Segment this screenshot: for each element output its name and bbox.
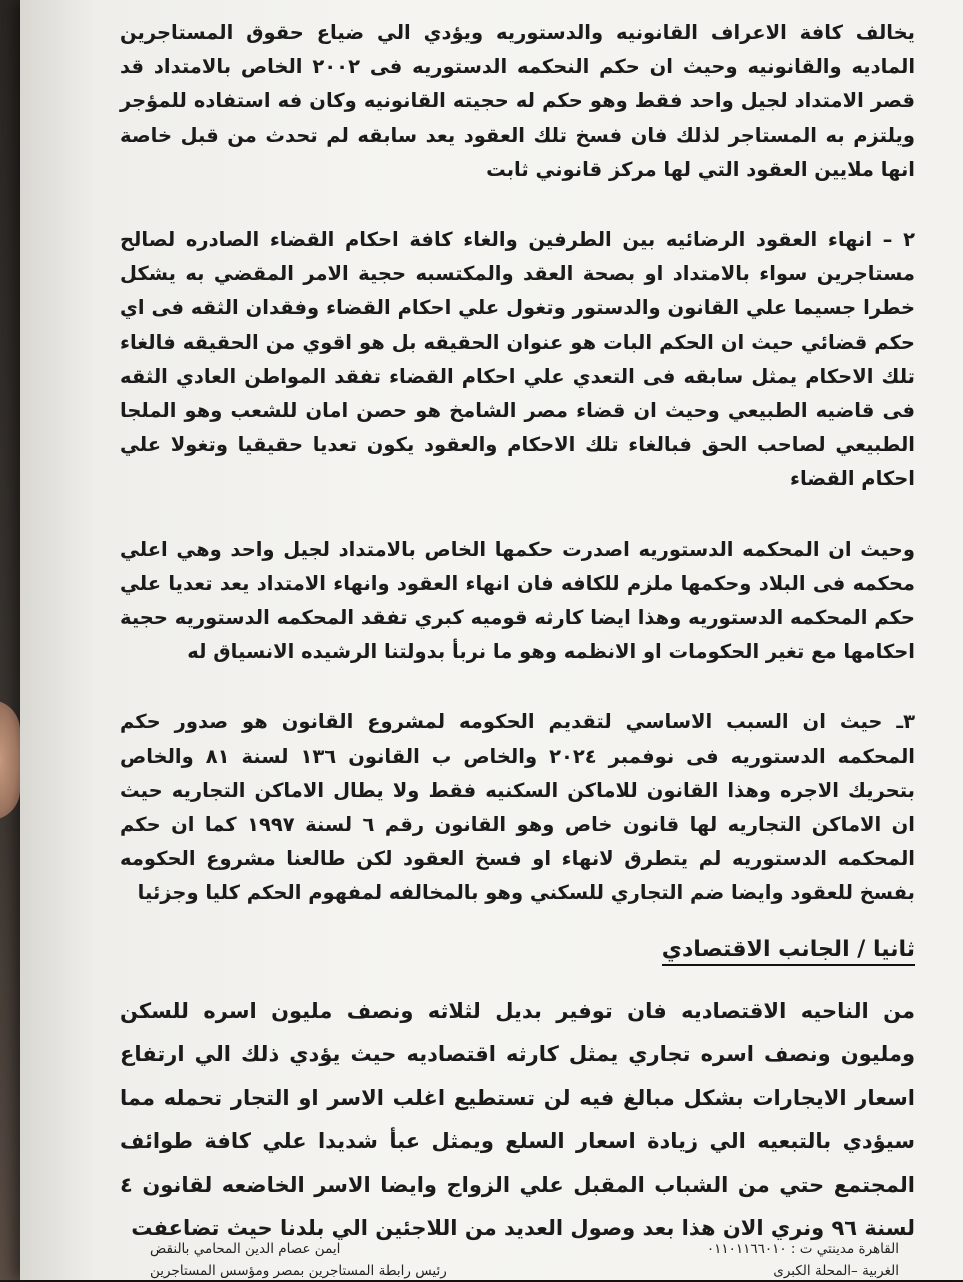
paragraph-3: وحيث ان المحكمه الدستوريه اصدرت حكمها الخاص بالامتداد لجيل واحد وهي اعلي محكمه فى البلاد وحكمها ملزم للكافه فان انهاء العقود وانهاء الامتداد يعد تعديا علي حكم المحكمه الدستوريه وهذا ايضا كارثه قوميه كبري تفقد المحكمه الدستوريه حجية احكامها مع تغير الحكومات او الانظمه وهو ما نربأ بدولتنا الرشيده الانسياق له: [120, 537, 915, 664]
footer-location: الغربية –المحلة الكبرى: [773, 1263, 899, 1279]
section-heading-row: [120, 937, 915, 966]
document-body: [120, 16, 915, 1251]
section-heading: ثانيا / الجانب الاقتصادي: [662, 937, 915, 966]
economic-paragraph: من الناحيه الاقتصاديه فان توفير بديل لثلاثه ونصف مليون اسره للسكن ومليون ونصف اسره تجاري يمثل كارثه اقتصاديه حيث يؤدي ذلك الي ارتفاع اسعار الايجارات بشكل مبالغ فيه لن تستطيع اغلب الاسر او التجار تحمله مما سيؤدي بالتبعيه الي زيادة اسعار السلع ويمثل عبأ شديدا علي كافة طوائف المجتمع حتي من الشباب المقبل علي الزواج وايضا الاسر الخاضعه لقانون ٤ لسنة ٩٦ ونري الان هذا بعد وصول العديد من اللاجئين الي بلدنا حيث تضاعفت: [120, 998, 915, 1241]
footer-row-2: [150, 1260, 899, 1282]
footer-address-phone: القاهرة مدينتي ت : ٠١١٠١١٦٦٠١٠: [706, 1241, 899, 1257]
spacer: [120, 669, 915, 705]
footer-row-1: [150, 1238, 899, 1260]
spacer: [120, 497, 915, 533]
spacer: [120, 187, 915, 223]
paragraph-1: يخالف كافة الاعراف القانونيه والدستوريه ويؤدي الي ضياع حقوق المستاجرين الماديه والقانونيه وحيث ان حكم النحكمه الدستوريه فى ٢٠٠٢ الخاص بالامتداد قد قصر الامتداد لجيل واحد فقط وهو حكم له حجيته القانونيه وكان فه استفاده للمؤجر ويلتزم به المستاجر لذلك فان فسخ تلك العقود يعد سابقه لم تحدث من قبل خاصة انها ملايين العقود التي لها مركز قانوني ثابت: [120, 21, 916, 181]
footer-lawyer-name: ايمن عصام الدين المحامي بالنقض: [150, 1241, 341, 1257]
footer-association: رئيس رابطة المستاجرين بمصر ومؤسس المستاجرين: [150, 1263, 447, 1279]
letterhead-footer: [150, 1238, 899, 1282]
paragraph-2: ٢ – انهاء العقود الرضائيه بين الطرفين والغاء كافة احكام القضاء الصادره لصالح مستاجرين سواء بالامتداد او بصحة العقد والمكتسبه حجية الامر المقضي به يشكل خطرا جسيما علي القانون والدستور وتغول علي احكام القضاء وفقدان الثقه فى اي حكم قضائي حيث ان الحكم البات هو عنوان الحقيقه بل هو اقوي من الحقيقه فالغاء تلك الاحكام يمثل سابقه فى التعدي علي احكام القضاء تفقد المواطن العادي الثقه فى قاضيه الطبيعي وحيث ان قضاء مصر الشامخ هو حصن امان للشعب وهو الملجا الطبيعي لصاحب الحق فبالغاء تلك الاحكام والعقود يكون تعديا حقيقيا وتغولا علي احكام القضاء: [120, 228, 915, 491]
background-edge: [0, 0, 22, 1280]
holding-thumb: [0, 700, 20, 820]
paragraph-4: ٣ـ حيث ان السبب الاساسي لتقديم الحكومه لمشروع القانون هو صدور حكم المحكمه الدستوريه فى نوفمبر ٢٠٢٤ والخاص ب القانون ١٣٦ لسنة ٨١ والخاص بتحريك الاجره وهذا القانون للاماكن السكنيه فقط ولا يطال الاماكن التجاريه حيث ان الاماكن التجاريه لها قانون خاص وهو القانون رقم ٦ لسنة ١٩٩٧ كما ان حكم المحكمه الدستوريه لم يتطرق لانهاء او فسخ العقود لكن طالعنا مشروع الحكومه بفسخ للعقود وايضا ضم التجاري للسكني وهو بالمخالفه لمفهوم الحكم كليا وجزئيا: [120, 710, 915, 905]
